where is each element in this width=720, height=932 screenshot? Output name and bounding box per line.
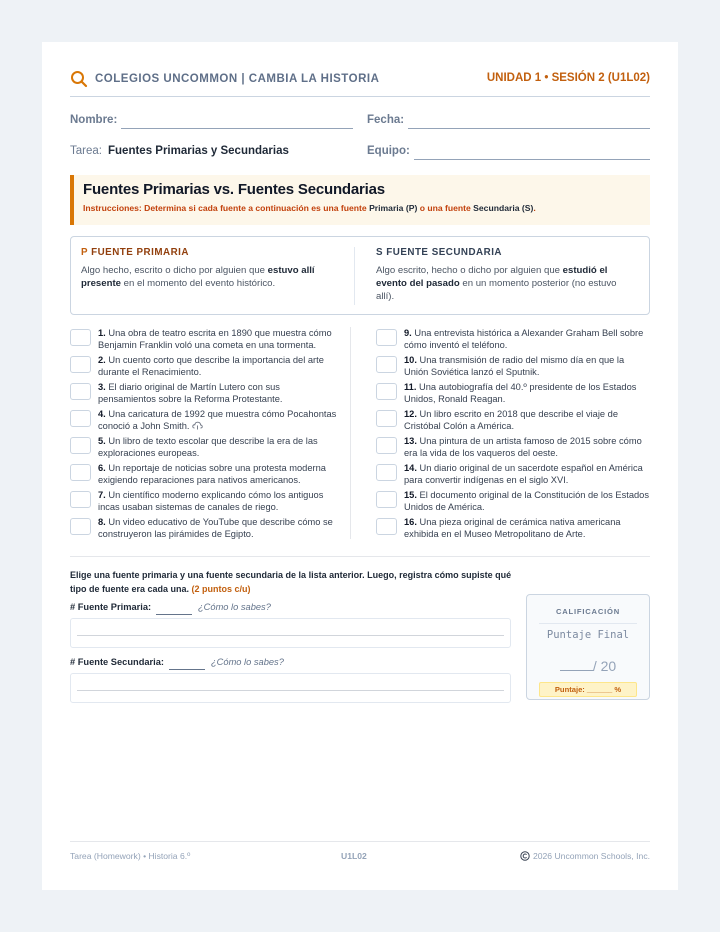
primary-source-label: # Fuente Primaria: xyxy=(70,602,152,612)
name-field[interactable] xyxy=(121,128,353,129)
page-title: Fuentes Primarias vs. Fuentes Secundarias xyxy=(83,181,385,198)
answer-box[interactable] xyxy=(376,329,397,346)
cloud-icon xyxy=(192,421,203,430)
answer-box[interactable] xyxy=(70,464,91,481)
date-field[interactable] xyxy=(408,128,650,129)
answer-box[interactable] xyxy=(376,410,397,427)
answer-box[interactable] xyxy=(376,464,397,481)
answer-box[interactable] xyxy=(70,356,91,373)
footer-copyright: 2026 Uncommon Schools, Inc. xyxy=(520,851,650,861)
list-item: 4. Una caricatura de 1992 que muestra cómo Pocahontas conoció a John Smith. xyxy=(70,408,340,432)
footer-code: U1L02 xyxy=(341,851,367,861)
instructions: Instrucciones: Determina si cada fuente a continuación es una fuente Primaria (P) o una fuente Secundaria (S). xyxy=(83,203,536,213)
secondary-source-number[interactable] xyxy=(169,669,205,670)
list-item: 12. Un libro escrito en 2018 que describe el viaje de Cristóbal Colón a América. xyxy=(376,408,650,432)
list-item: 15. El documento original de la Constitución de los Estados Unidos de América. xyxy=(376,489,650,513)
assignment-value: Fuentes Primarias y Secundarias xyxy=(108,145,289,157)
definitions-box xyxy=(70,236,650,315)
list-item: 14. Un diario original de un sacerdote español en América para convertir indígenas en el siglo XVI. xyxy=(376,462,650,486)
answer-box[interactable] xyxy=(376,491,397,508)
definitions-divider xyxy=(354,247,355,305)
source-items xyxy=(70,327,650,542)
answer-box[interactable] xyxy=(376,383,397,400)
page-footer xyxy=(70,841,650,863)
primary-answer-box[interactable] xyxy=(70,618,511,648)
title-banner xyxy=(70,175,650,225)
task-instructions: Elige una fuente primaria y una fuente secundaria de la lista anterior. Luego, registra cómo supiste qué tipo de fuente era cada una. (2 puntos c/u) xyxy=(70,570,512,594)
date-label: Fecha: xyxy=(367,114,405,126)
list-item: 8. Un video educativo de YouTube que describe cómo se construyeron las pirámides de Egipto. xyxy=(70,516,340,540)
percent-field: Puntaje: ______ % xyxy=(539,682,637,697)
secondary-answer-box[interactable] xyxy=(70,673,511,703)
worksheet-page xyxy=(42,42,678,890)
answer-box[interactable] xyxy=(376,437,397,454)
secondary-source-label: # Fuente Secundaria: xyxy=(70,657,165,667)
page-header xyxy=(70,70,650,97)
team-field[interactable] xyxy=(414,159,650,160)
primary-definition: P FUENTE PRIMARIA Algo hecho, escrito o dicho por alguien que estuvo allí presente en el momento del evento histórico. xyxy=(81,247,315,289)
answer-box[interactable] xyxy=(376,518,397,535)
school-name: COLEGIOS UNCOMMON | CAMBIA LA HISTORIA xyxy=(95,73,380,85)
secondary-how-label: ¿Cómo lo sabes? xyxy=(211,657,284,667)
list-item: 10. Una transmisión de radio del mismo día en que la Unión Soviética lanzó el Sputnik. xyxy=(376,354,650,378)
magnifier-icon xyxy=(70,70,88,88)
answer-box[interactable] xyxy=(70,437,91,454)
name-label: Nombre: xyxy=(70,114,118,126)
list-item: 9. Una entrevista histórica a Alexander Graham Bell sobre cómo inventó el teléfono. xyxy=(376,327,650,351)
assignment-label: Tarea: xyxy=(70,145,102,157)
answer-box[interactable] xyxy=(70,410,91,427)
unit-session: UNIDAD 1 • SESIÓN 2 (U1L02) xyxy=(486,72,650,84)
answer-box[interactable] xyxy=(70,491,91,508)
primary-source-number[interactable] xyxy=(156,614,192,615)
answer-box[interactable] xyxy=(70,383,91,400)
score-field[interactable]: / 20 xyxy=(527,658,649,674)
answer-box[interactable] xyxy=(70,518,91,535)
list-item: 2. Un cuento corto que describe la importancia del arte durante el Renacimiento. xyxy=(70,354,340,378)
grade-box xyxy=(526,594,650,700)
list-item: 1. Una obra de teatro escrita en 1890 que muestra cómo Benjamin Franklin voló una cometa en una tormenta. xyxy=(70,327,340,351)
items-divider xyxy=(350,327,351,539)
list-item: 3. El diario original de Martín Lutero con sus pensamientos sobre la Reforma Protestante. xyxy=(70,381,340,405)
list-item: 13. Una pintura de un artista famoso de 2015 sobre cómo era la vida de los vaqueros del oeste. xyxy=(376,435,650,459)
list-item: 6. Un reportaje de noticias sobre una protesta moderna exigiendo reparaciones para nativos americanos. xyxy=(70,462,340,486)
list-item: 5. Un libro de texto escolar que describe la era de las exploraciones europeas. xyxy=(70,435,340,459)
footer-course: Tarea (Homework) • Historia 6.º xyxy=(70,851,191,861)
list-item: 11. Una autobiografía del 40.º presidente de los Estados Unidos, Ronald Reagan. xyxy=(376,381,650,405)
answer-box[interactable] xyxy=(376,356,397,373)
section-divider xyxy=(70,556,650,557)
final-score-label: Puntaje Final xyxy=(546,629,630,641)
grade-title: CALIFICACIÓN xyxy=(555,607,621,616)
secondary-definition: S FUENTE SECUNDARIA Algo escrito, hecho o dicho por alguien que estudió el evento del pasado en un momento posterior (no estuvo allí). xyxy=(376,247,617,302)
list-item: 7. Un científico moderno explicando cómo los antiguos incas usaban sistemas de canales de riego. xyxy=(70,489,340,513)
copyright-icon xyxy=(520,851,530,861)
primary-how-label: ¿Cómo lo sabes? xyxy=(198,602,271,612)
list-item: 16. Una pieza original de cerámica nativa americana exhibida en el Museo Metropolitano de Arte. xyxy=(376,516,650,540)
answer-box[interactable] xyxy=(70,329,91,346)
team-label: Equipo: xyxy=(367,145,410,157)
